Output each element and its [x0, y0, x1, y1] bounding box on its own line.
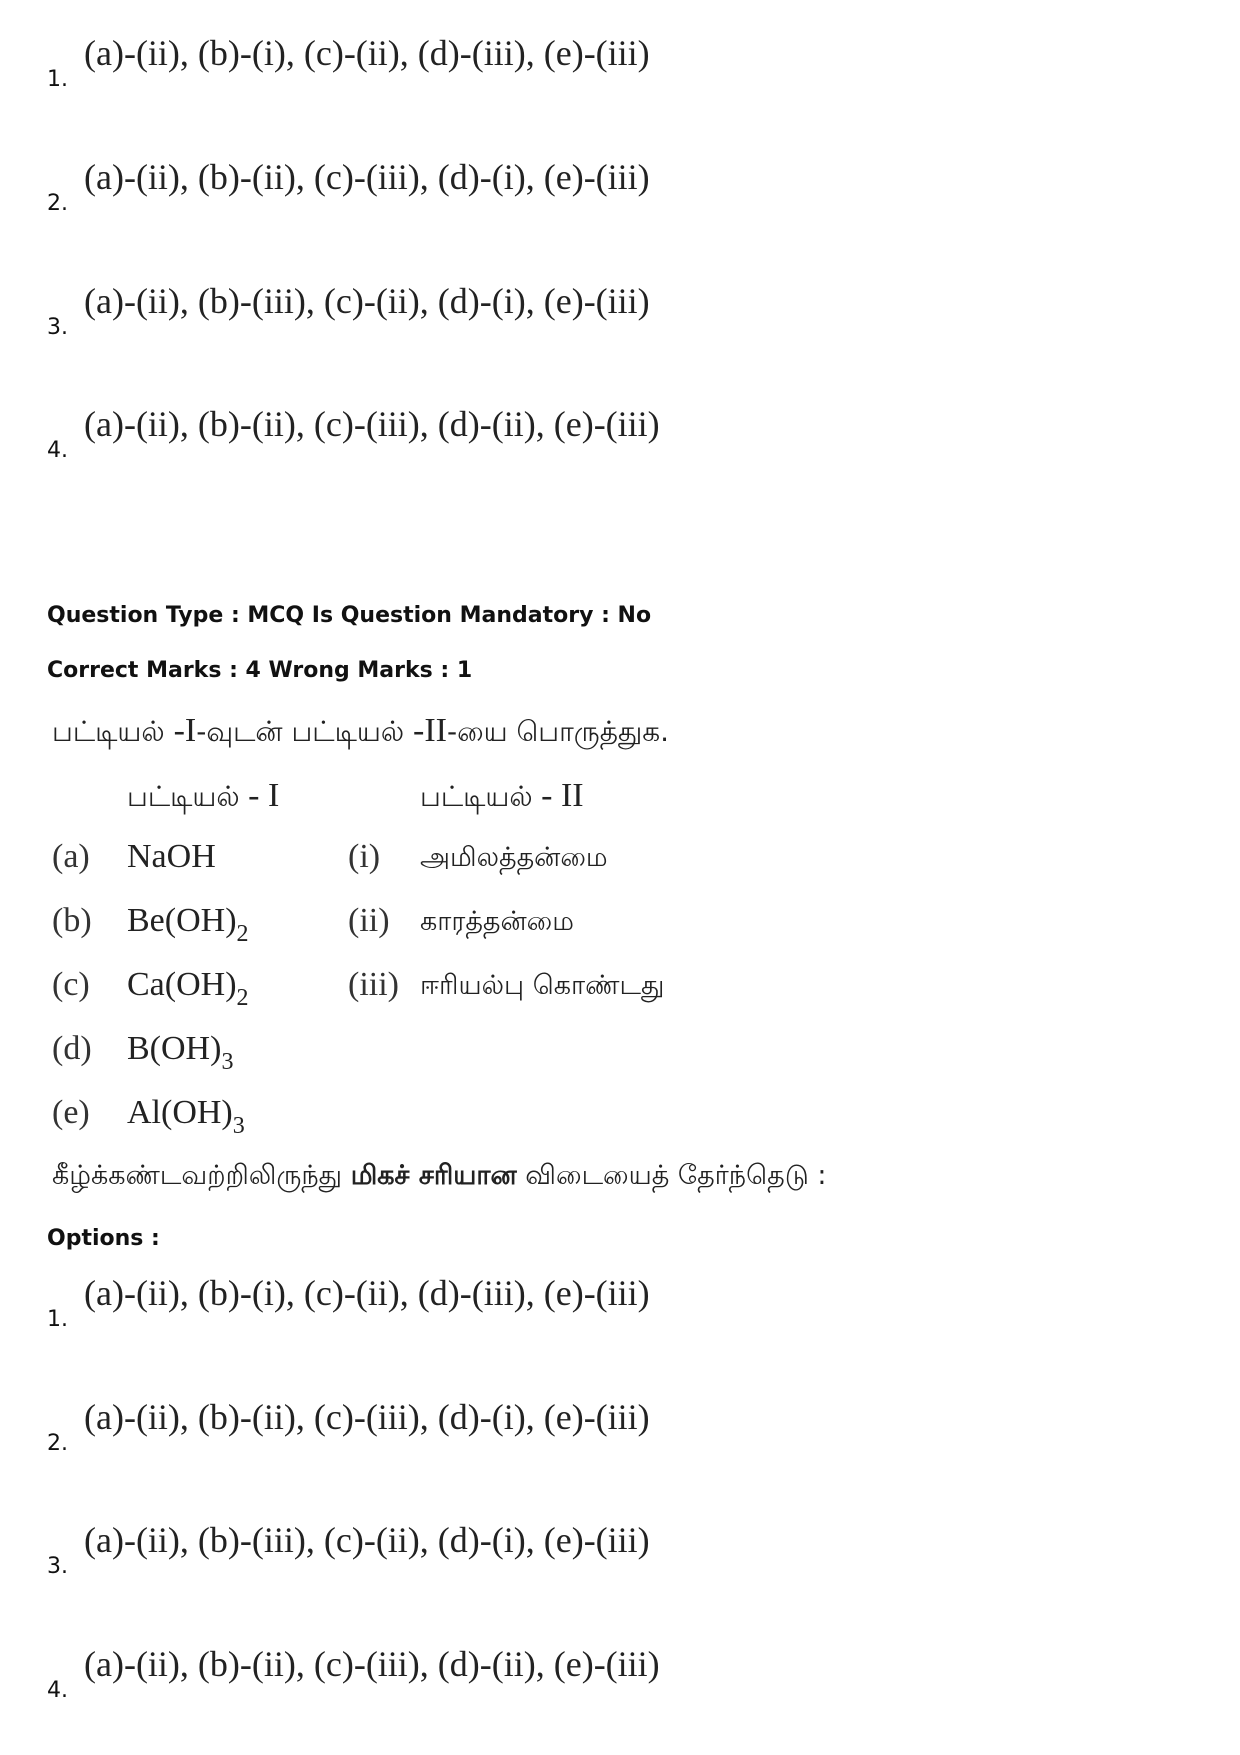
top-option-4[interactable]	[47, 403, 947, 463]
option-3[interactable]	[47, 1519, 947, 1579]
chem-main: Al(OH)	[127, 1094, 233, 1131]
option-text: (a)-(ii), (b)-(i), (c)-(ii), (d)-(iii), (e)-(iii)	[84, 33, 650, 73]
chem-sub: 2	[236, 985, 249, 1011]
option-text: (a)-(ii), (b)-(ii), (c)-(iii), (d)-(ii), (e)-(iii)	[84, 1644, 660, 1684]
match-row	[52, 1030, 952, 1082]
chem-sub: 3	[232, 1113, 245, 1139]
select-part: கீழ்க்கண்டவற்றிலிருந்து	[52, 1160, 351, 1191]
option-number: 1.	[47, 1307, 68, 1332]
list1-header-text: பட்டியல்	[127, 780, 240, 813]
option-text: (a)-(ii), (b)-(ii), (c)-(iii), (d)-(i), (e)-(iii)	[84, 157, 650, 197]
chem-main: Ca(OH)	[127, 966, 237, 1003]
row2-text: ஈரியல்பு கொண்டது	[420, 970, 665, 1001]
chem-formula	[127, 1094, 245, 1140]
option-number: 3.	[47, 1554, 68, 1579]
chem-formula	[127, 966, 249, 1012]
row2-label: (iii)	[348, 966, 399, 1003]
row-label: (b)	[52, 902, 92, 939]
row2-label: (ii)	[348, 902, 390, 939]
option-1[interactable]	[47, 1272, 947, 1332]
option-number: 1.	[47, 67, 68, 92]
list1-header-num: - I	[239, 777, 280, 814]
row-label: (c)	[52, 966, 90, 1003]
row2-text: அமிலத்தன்மை	[420, 842, 608, 873]
question-type-line: Question Type : MCQ Is Question Mandatory : No	[47, 603, 652, 628]
chem-main: B(OH)	[127, 1030, 222, 1067]
option-2[interactable]	[47, 1396, 947, 1456]
option-4[interactable]	[47, 1643, 947, 1703]
select-instruction	[52, 1160, 827, 1195]
list2-header-text: பட்டியல்	[420, 780, 533, 813]
chem-sub: 3	[221, 1049, 234, 1075]
chem-main: Be(OH)	[127, 902, 237, 939]
chem-sub: 2	[236, 921, 249, 947]
option-number: 4.	[47, 1678, 68, 1703]
option-number: 4.	[47, 438, 68, 463]
row2-label: (i)	[348, 838, 381, 875]
instruction-list2: -II	[413, 712, 447, 749]
select-emphasis: மிகச் சரியான	[350, 1160, 517, 1191]
row-label: (d)	[52, 1030, 92, 1067]
question-instruction	[52, 712, 669, 752]
marks-line: Correct Marks : 4 Wrong Marks : 1	[47, 658, 473, 683]
instruction-part: பட்டியல்	[52, 715, 174, 748]
top-option-1[interactable]	[47, 32, 947, 92]
option-text: (a)-(ii), (b)-(ii), (c)-(iii), (d)-(ii), (e)-(iii)	[84, 404, 660, 444]
list2-header-num: - II	[532, 777, 584, 814]
row-label: (e)	[52, 1094, 90, 1131]
chem-formula	[127, 838, 216, 884]
select-part: விடையைத் தேர்ந்தெடு :	[516, 1160, 827, 1191]
row-label: (a)	[52, 838, 90, 875]
option-number: 3.	[47, 315, 68, 340]
option-number: 2.	[47, 191, 68, 216]
top-option-2[interactable]	[47, 156, 947, 216]
top-option-3[interactable]	[47, 280, 947, 340]
match-row	[52, 966, 952, 1018]
list1-header	[127, 777, 279, 817]
match-row	[52, 1094, 952, 1146]
option-text: (a)-(ii), (b)-(iii), (c)-(ii), (d)-(i), (e)-(iii)	[84, 281, 650, 321]
match-row	[52, 838, 952, 890]
chem-formula	[127, 1030, 233, 1076]
option-text: (a)-(ii), (b)-(iii), (c)-(ii), (d)-(i), (e)-(iii)	[84, 1520, 650, 1560]
chem-formula	[127, 902, 249, 948]
options-label: Options :	[47, 1226, 160, 1251]
instruction-part: -வுடன் பட்டியல்	[196, 715, 414, 748]
list2-header	[420, 777, 584, 817]
option-number: 2.	[47, 1431, 68, 1456]
match-row	[52, 902, 952, 954]
option-text: (a)-(ii), (b)-(i), (c)-(ii), (d)-(iii), (e)-(iii)	[84, 1273, 650, 1313]
chem-main: NaOH	[127, 838, 216, 875]
option-text: (a)-(ii), (b)-(ii), (c)-(iii), (d)-(i), (e)-(iii)	[84, 1397, 650, 1437]
row2-text: காரத்தன்மை	[420, 906, 574, 937]
instruction-part: -யை பொருத்துக.	[446, 715, 670, 748]
instruction-list1: -I	[173, 712, 197, 749]
